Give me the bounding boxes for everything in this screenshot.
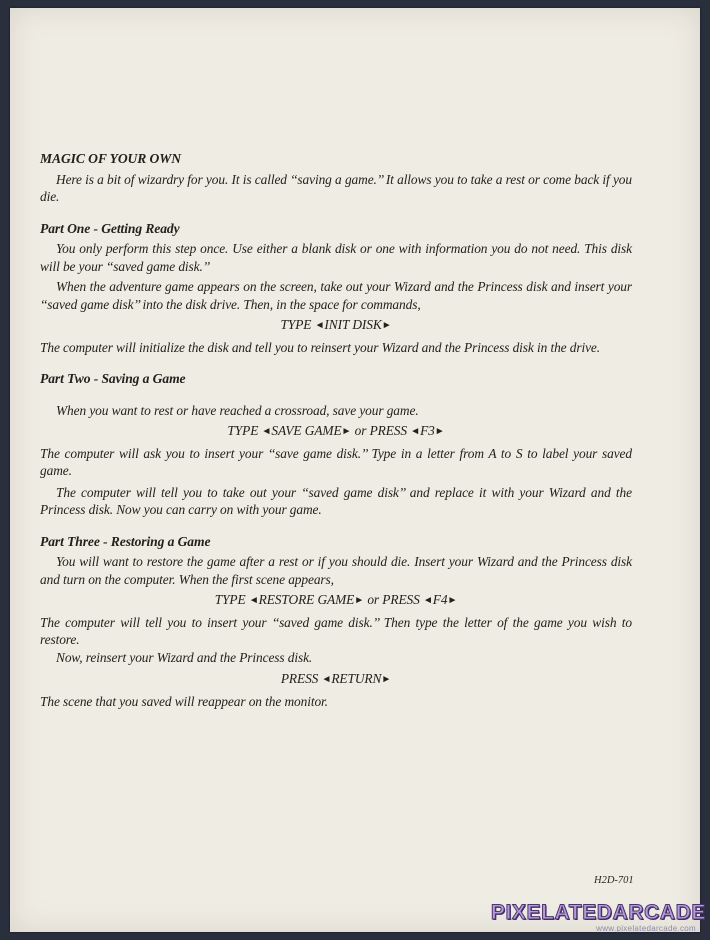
part-three-paragraph-3: Now, reinsert your Wizard and the Princess disk. <box>56 649 313 665</box>
part-three-heading: Part Three - Restoring a Game <box>40 533 211 549</box>
left-triangle-icon: ◄ <box>248 595 259 606</box>
part-one-paragraph-2: When the adventure game appears on the screen, take out your Wizard and the Princess disk and insert your ‘‘saved game disk’’ into the disk drive. Then, in the space for commands, <box>40 279 632 312</box>
watermark-logo: PIXELATEDARCADE <box>490 901 706 924</box>
right-triangle-icon: ► <box>381 674 392 685</box>
document-code: H2D-701 <box>594 875 634 886</box>
command-type-word: TYPE <box>214 592 246 607</box>
part-three-paragraph-2: The computer will tell you to insert your ‘‘saved game disk.’’ Then type the letter of the game you wish to restore. <box>40 614 632 647</box>
press-return-command <box>40 670 632 689</box>
part-two-paragraph-1: When you want to rest or have reached a crossroad, save your game. <box>56 402 419 418</box>
part-two-heading: Part Two - Saving a Game <box>40 371 186 386</box>
init-disk-command <box>40 316 632 335</box>
part-two-paragraph-2: The computer will ask you to insert your ‘‘save game disk.’’ Type in a letter from A to S to label your saved game. <box>40 445 632 478</box>
left-triangle-icon: ◄ <box>422 595 433 606</box>
command-key: RETURN <box>331 671 382 686</box>
command-type-word: TYPE <box>280 317 312 332</box>
right-triangle-icon: ► <box>381 320 392 331</box>
function-key: F3 <box>420 423 435 438</box>
command-press-word: PRESS <box>280 671 319 686</box>
right-triangle-icon: ► <box>434 426 445 437</box>
function-key: F4 <box>432 592 448 607</box>
left-triangle-icon: ◄ <box>261 426 272 437</box>
part-one-paragraph-3: The computer will initialize the disk and tell you to reinsert your Wizard and the Princess disk in the drive. <box>40 339 601 355</box>
command-key: SAVE GAME <box>271 423 342 438</box>
restore-game-command <box>40 591 632 610</box>
page-title: MAGIC OF YOUR OWN <box>40 151 181 166</box>
right-triangle-icon: ► <box>354 595 365 606</box>
part-two-paragraph-3: The computer will tell you to take out your ‘‘saved game disk’’ and replace it with your Wizard and the Princess disk. Now you can carry on with your game. <box>40 484 632 517</box>
right-triangle-icon: ► <box>341 426 352 437</box>
part-three-paragraph-1: You will want to restore the game after a rest or if you should die. Insert your Wizard and the Princess disk and turn on the computer. When the first scene appears, <box>40 554 632 587</box>
left-triangle-icon: ◄ <box>410 426 421 437</box>
intro-paragraph: Here is a bit of wizardry for you. It is called ‘‘saving a game.’’ It allows you to take a rest or come back if you die. <box>40 171 632 204</box>
part-three-paragraph-4: The scene that you saved will reappear on the monitor. <box>40 693 328 709</box>
part-one-paragraph-1: You only perform this step once. Use either a blank disk or one with information you do not need. This disk will be your ‘‘saved game disk.’’ <box>40 241 632 274</box>
left-triangle-icon: ◄ <box>321 674 332 685</box>
command-key: INIT DISK <box>324 317 382 332</box>
part-one-heading: Part One - Getting Ready <box>40 220 180 236</box>
command-key: RESTORE GAME <box>258 592 355 607</box>
command-or-press: or PRESS <box>367 592 420 607</box>
right-triangle-icon: ► <box>447 595 458 606</box>
page-content <box>40 150 632 710</box>
save-game-command <box>40 422 632 441</box>
command-type-word: TYPE <box>227 423 259 438</box>
watermark-url: www.pixelatedarcade.com <box>596 924 696 933</box>
command-or-press: or PRESS <box>354 423 407 438</box>
left-triangle-icon: ◄ <box>314 320 325 331</box>
